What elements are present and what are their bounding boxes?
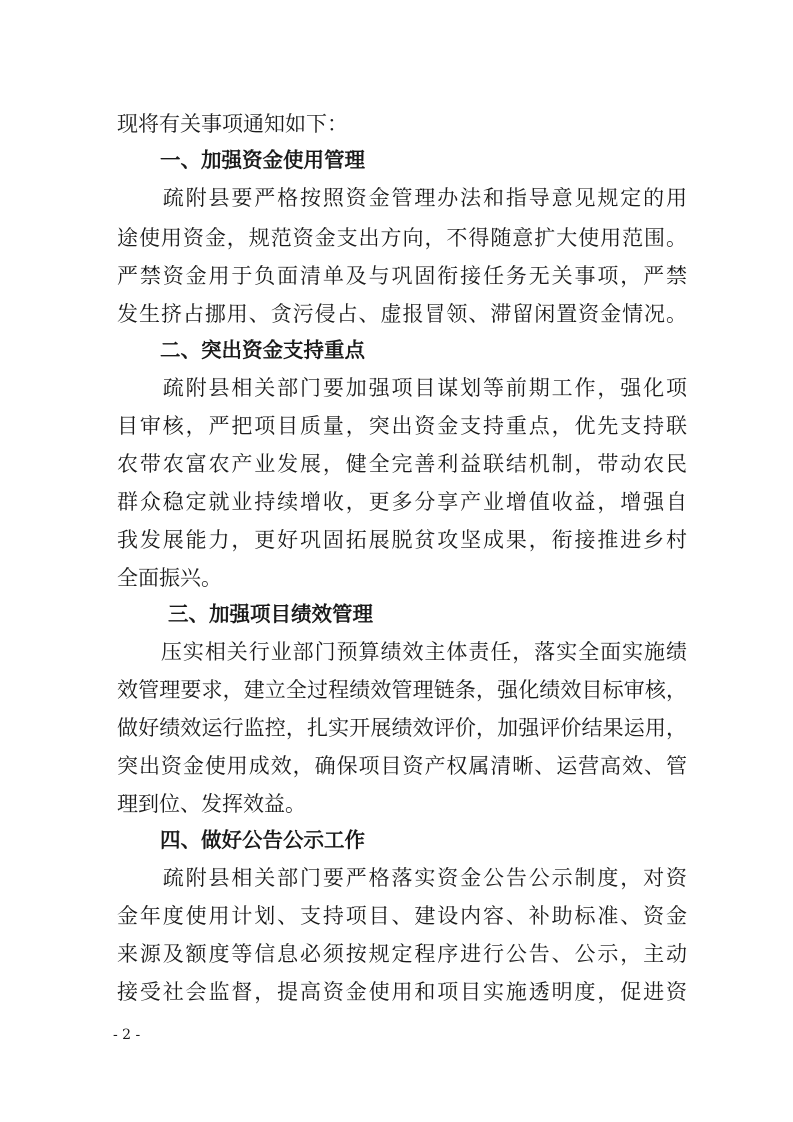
paragraph-line: 目审核，严把项目质量，突出资金支持重点，优先支持联: [117, 414, 687, 438]
paragraph-line: 途使用资金，规范资金支出方向，不得随意扩大使用范围。: [117, 226, 687, 250]
paragraph-line: 全面振兴。: [117, 566, 222, 590]
paragraph-line: 发生挤占挪用、贪污侵占、虚报冒领、滞留闲置资金情况。: [117, 302, 687, 326]
paragraph-line: 来源及额度等信息必须按规定程序进行公告、公示，主动: [117, 942, 687, 966]
paragraph-line: 农带农富农产业发展，健全完善利益联结机制，带动农民: [117, 452, 687, 476]
section-heading-3: 三、加强项目绩效管理: [168, 602, 373, 626]
paragraph-line: 效管理要求，建立全过程绩效管理链条，强化绩效目标审核，: [117, 678, 687, 702]
intro-line: 现将有关事项通知如下：: [117, 112, 348, 136]
paragraph-line: 我发展能力，更好巩固拓展脱贫攻坚成果，衔接推进乡村: [117, 528, 687, 552]
paragraph-line: 做好绩效运行监控，扎实开展绩效评价，加强评价结果运用，: [117, 716, 687, 740]
paragraph-line: 突出资金使用成效，确保项目资产权属清晰、运营高效、管: [117, 754, 687, 778]
paragraph-line: 群众稳定就业持续增收，更多分享产业增值收益，增强自: [117, 490, 687, 514]
section-heading-2: 二、突出资金支持重点: [160, 338, 365, 362]
paragraph-line: 疏附县要严格按照资金管理办法和指导意见规定的用: [117, 186, 687, 210]
section-heading-1: 一、加强资金使用管理: [160, 148, 365, 172]
paragraph-line: 理到位、发挥效益。: [117, 792, 306, 816]
section-heading-4: 四、做好公告公示工作: [160, 828, 365, 852]
paragraph-line: 疏附县相关部门要严格落实资金公告公示制度，对资: [117, 866, 687, 890]
paragraph-line: 压实相关行业部门预算绩效主体责任，落实全面实施绩: [117, 640, 687, 664]
paragraph-line: 金年度使用计划、支持项目、建设内容、补助标准、资金: [117, 904, 687, 928]
paragraph-line: 疏附县相关部门要加强项目谋划等前期工作，强化项: [117, 376, 687, 400]
paragraph-line: 接受社会监督，提高资金使用和项目实施透明度，促进资: [117, 980, 687, 1004]
paragraph-line: 严禁资金用于负面清单及与巩固衔接任务无关事项，严禁: [117, 264, 687, 288]
page-number: - 2 -: [113, 1027, 141, 1043]
